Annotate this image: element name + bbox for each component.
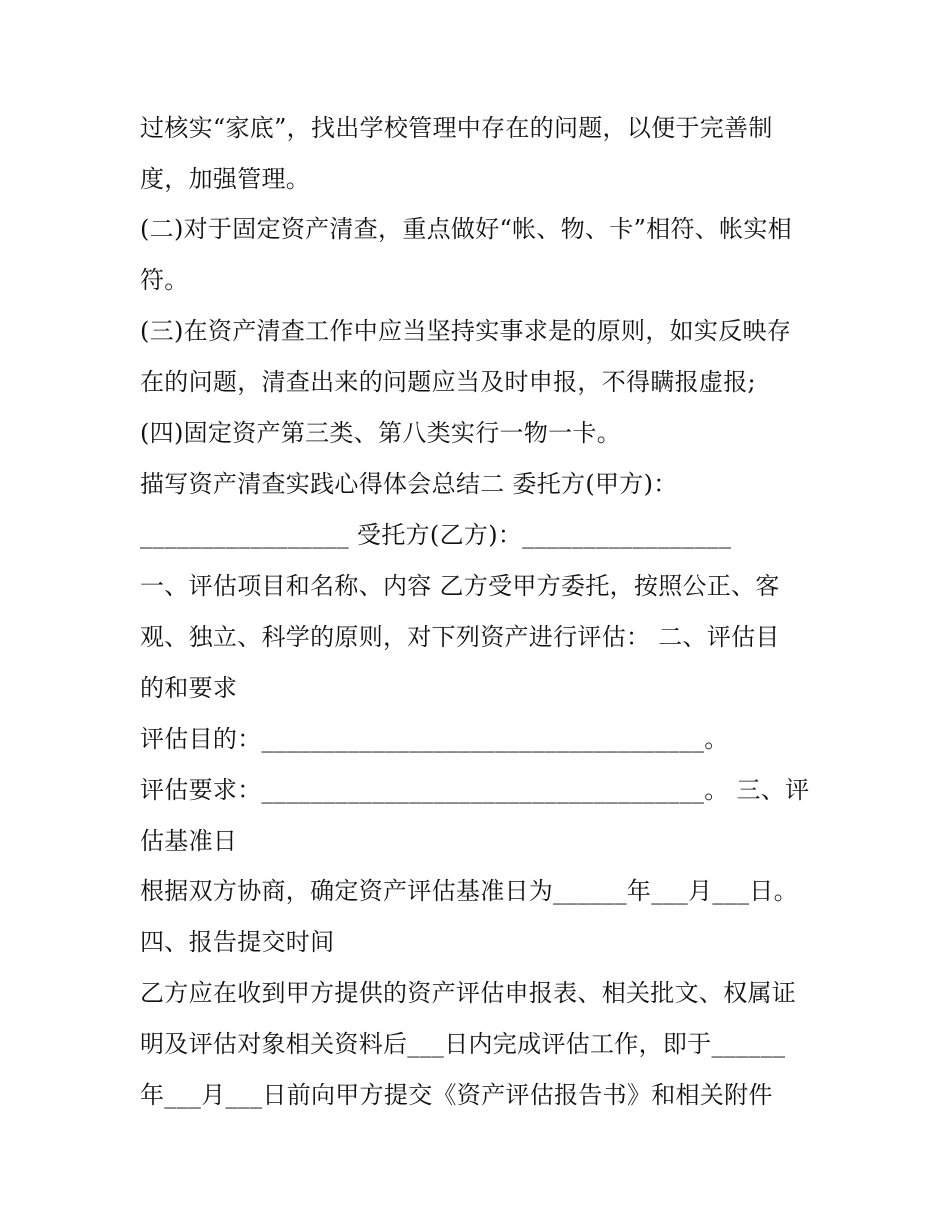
text-line: 描写资产清查实践心得体会总结二 委托方(甲方)： [140,470,678,498]
text-line: 符。 [140,266,189,294]
text-line: (三)在资产清查工作中应当坚持实事求是的原则，如实反映存 [140,317,792,345]
text-line: 观、独立、科学的原则，对下列资产进行评估： 二、评估目 [140,623,780,651]
text-line: 一、评估项目和名称、内容 乙方受甲方委托，按照公正、客 [140,572,780,600]
text-line: 在的问题，清查出来的问题应当及时申报，不得瞒报虚报; [140,368,756,396]
text-line: (四)固定资产第三类、第八类实行一物一卡。 [140,419,622,447]
text-line: 评估目的：____________________________________。 [140,725,729,753]
text-line: 度，加强管理。 [140,165,311,193]
text-line: 根据双方协商，确定资产评估基准日为______年___月___日。 [140,877,798,905]
text-line: 明及评估对象相关资料后___日内完成评估工作，即于______ [140,1030,786,1058]
text-line: (二)对于固定资产清查，重点做好“帐、物、卡”相符、帐实相 [140,215,792,243]
text-line: 四、报告提交时间 [140,928,335,956]
text-line: _________________ 受托方(乙方)：_________________ [140,521,732,549]
text-line: 估基准日 [140,827,238,855]
text-line: 过核实“家底”，找出学校管理中存在的问题，以便于完善制 [140,114,773,142]
text-line: 乙方应在收到甲方提供的资产评估申报表、相关批文、权属证 [140,979,797,1007]
text-line: 的和要求 [140,674,238,702]
text-line: 评估要求：____________________________________。 三、评 [140,776,810,804]
text-line: 年___月___日前向甲方提交《资产评估报告书》和相关附件 [140,1081,773,1109]
